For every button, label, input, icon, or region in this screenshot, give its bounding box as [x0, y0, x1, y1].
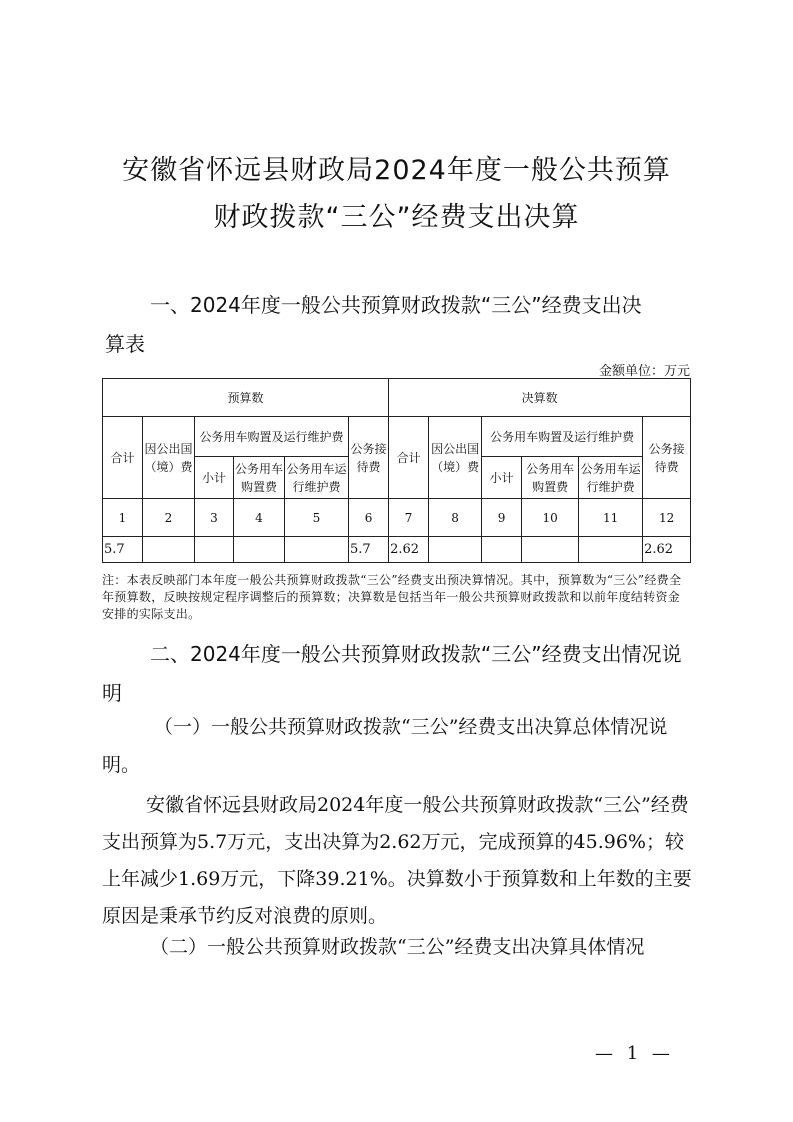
table-note: 注：本表反映部门本年度一般公共预算财政拨款“三公”经费支出预决算情况。其中，预算数为“三公”经费全年预算数，反映按规定程序调整后的预算数；决算数是包括当年一般公共预算财政拨款和以前年度结转资金安排的实际支出。 [102, 573, 682, 621]
table-cell [482, 537, 522, 563]
header-reception: 公务接待费 [643, 417, 691, 499]
table-cell: 2.62 [389, 537, 429, 563]
page-number: — 1 — [595, 1043, 674, 1064]
section2-heading-cont: 明 [102, 681, 122, 705]
section1-heading: 一、2024年度一般公共预算财政拨款“三公”经费支出决 [150, 293, 642, 317]
header-vehicle: 公务用车购置及运行维护费 [195, 417, 349, 457]
col-number: 5 [285, 499, 349, 537]
table-cell: 5.7 [103, 537, 143, 563]
col-number: 1 [103, 499, 143, 537]
header-total: 合计 [103, 417, 143, 499]
table-cell [143, 537, 195, 563]
table-cell [522, 537, 579, 563]
col-number: 4 [234, 499, 285, 537]
table-cell [195, 537, 234, 563]
table-cell: 2.62 [643, 537, 691, 563]
table-cell [429, 537, 482, 563]
col-number: 2 [143, 499, 195, 537]
header-final: 决算数 [389, 379, 691, 417]
header-abroad: 因公出国（境）费 [429, 417, 482, 499]
col-number: 12 [643, 499, 691, 537]
col-number: 7 [389, 499, 429, 537]
section1-heading-cont: 算表 [105, 332, 145, 356]
header-vehicle: 公务用车购置及运行维护费 [482, 417, 643, 457]
document-title-line2: 财政拨款“三公”经费支出决算 [213, 202, 580, 233]
header-total: 合计 [389, 417, 429, 499]
header-reception: 公务接待费 [349, 417, 389, 499]
header-abroad: 因公出国（境）费 [143, 417, 195, 499]
col-number: 11 [579, 499, 643, 537]
summary-paragraph: 安徽省怀远县财政局2024年度一般公共预算财政拨款“三公”经费支出预算为5.7万元，支出决算为2.62万元，完成预算的45.96%；较上年减少1.69万元，下降39.21%。决算数小于预算数和上年数的主要原因是秉承节约反对浪费的原则。 [102, 794, 692, 927]
subsection1-heading: （一）一般公共预算财政拨款“三公”经费支出决算总体情况说明。 [102, 716, 668, 776]
col-number: 8 [429, 499, 482, 537]
table-cell: 5.7 [349, 537, 389, 563]
header-subtotal: 小计 [195, 457, 234, 499]
header-purchase: 公务用车购置费 [522, 457, 579, 499]
three-public-expenses-table [102, 378, 691, 563]
table-cell [234, 537, 285, 563]
section2-heading: 二、2024年度一般公共预算财政拨款“三公”经费支出情况说 [150, 642, 682, 666]
header-budget: 预算数 [103, 379, 389, 417]
table-cell [579, 537, 643, 563]
unit-label: 金额单位：万元 [598, 364, 690, 379]
col-number: 9 [482, 499, 522, 537]
document-title-line1: 安徽省怀远县财政局2024年度一般公共预算 [122, 155, 671, 186]
header-purchase: 公务用车购置费 [234, 457, 285, 499]
col-number: 3 [195, 499, 234, 537]
header-operation: 公务用车运行维护费 [579, 457, 643, 499]
subsection2-heading: （二）一般公共预算财政拨款“三公”经费支出决算具体情况 [150, 936, 645, 958]
header-subtotal: 小计 [482, 457, 522, 499]
col-number: 6 [349, 499, 389, 537]
col-number: 10 [522, 499, 579, 537]
header-operation: 公务用车运行维护费 [285, 457, 349, 499]
table-cell [285, 537, 349, 563]
